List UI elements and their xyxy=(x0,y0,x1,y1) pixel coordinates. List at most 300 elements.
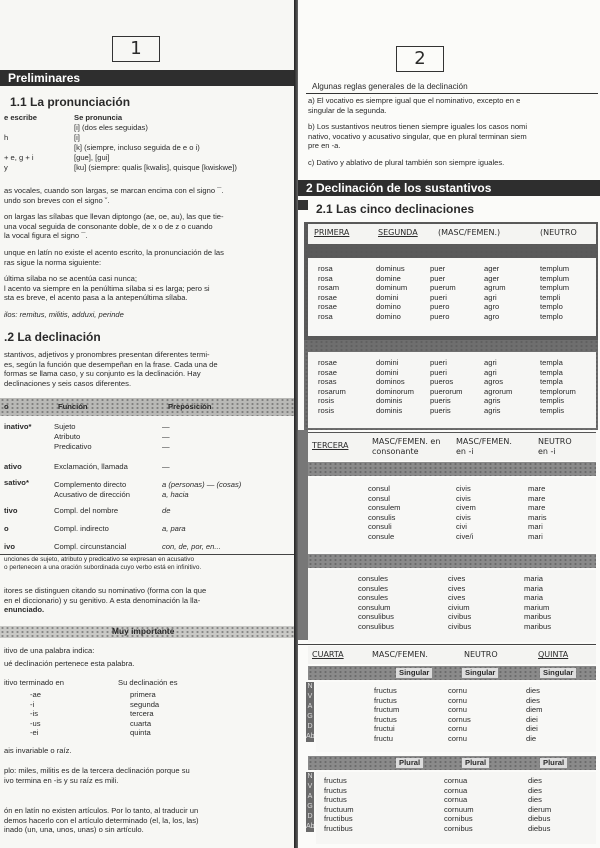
form: templi xyxy=(540,292,561,302)
form: templum xyxy=(540,264,570,273)
form: domine xyxy=(376,273,401,283)
form: dies xyxy=(528,785,542,795)
form: domino xyxy=(376,302,401,312)
form: cornua xyxy=(444,776,468,785)
second-sing-col-c xyxy=(484,264,506,322)
pron-spoken: [i] xyxy=(74,133,80,142)
para-vowels xyxy=(4,186,223,205)
case-letter: V xyxy=(307,693,313,700)
case-preposition: a, para xyxy=(162,524,186,533)
form: cornu xyxy=(448,686,467,695)
second-sing-col-a xyxy=(376,264,407,322)
form: domini xyxy=(376,292,399,302)
form: diei xyxy=(526,714,538,724)
plural-label: Plural xyxy=(396,758,423,768)
form: dominorum xyxy=(376,386,414,396)
text-line: declinaciones y seis casos diferentes. xyxy=(4,378,132,388)
decl-head: MASC/FEMEN. en -i xyxy=(456,437,512,456)
third-plur-col-b xyxy=(448,574,471,632)
form: templum xyxy=(540,273,570,283)
bullet-square xyxy=(298,200,308,210)
form: dominis xyxy=(376,405,403,415)
block-1-plural xyxy=(308,352,596,428)
decl-number: segunda xyxy=(130,699,160,709)
form: rosas xyxy=(318,377,337,387)
text-line: la vocal figura el signo ¯. xyxy=(4,231,88,241)
plural-label: Plural xyxy=(462,758,489,768)
form: templa xyxy=(540,367,563,377)
decl-head: MASC/FEMEN. en consonante xyxy=(372,437,441,456)
form: civis xyxy=(456,512,471,522)
page-number-box: 1 xyxy=(112,36,160,62)
form: fructuum xyxy=(324,804,354,814)
form: fructus xyxy=(324,795,347,805)
pron-header-spoken: Se pronuncia xyxy=(74,113,123,122)
plural-label: Plural xyxy=(540,758,567,768)
form: templum xyxy=(540,283,570,293)
decl-number-list xyxy=(130,690,159,738)
decl-head: PRIMERA xyxy=(314,228,350,237)
singular-label: Singular xyxy=(540,668,576,678)
form: rosae xyxy=(318,302,337,312)
decl-head: QUINTA xyxy=(538,650,569,659)
form: agris xyxy=(484,396,501,406)
section-title: 2 Declinación de los sustantivos xyxy=(298,180,600,196)
case-name: ativo xyxy=(4,462,22,471)
fourth-sing-col-a xyxy=(374,686,399,744)
decl-number: tercera xyxy=(130,709,154,719)
case-letter: A xyxy=(307,793,313,800)
form: templis xyxy=(540,405,565,415)
text-line: inado (un, una, unos, unas) o sin artículo. xyxy=(4,825,144,835)
form: consules xyxy=(358,593,388,603)
form: dies xyxy=(526,695,540,705)
important-bar xyxy=(0,626,294,638)
decl-ending: -us xyxy=(30,718,41,728)
form: dierum xyxy=(528,804,552,814)
form: cornuum xyxy=(444,804,474,814)
form: agros xyxy=(484,377,503,387)
text-line: a) El vocativo es siempre igual que el nominativo, excepto en e xyxy=(308,96,521,105)
decl-head: TERCERA xyxy=(312,441,349,450)
text-line: l acento va siempre en la penúltima sílaba si es larga; pero si xyxy=(4,283,210,293)
form: diebus xyxy=(528,814,551,824)
form: rosam xyxy=(318,283,340,293)
case-letter: Ab xyxy=(306,733,315,740)
case-letter: N xyxy=(307,683,313,690)
form: diem xyxy=(526,705,543,715)
important-title: Muy importante xyxy=(112,626,175,636)
invariable-line: ais invariable o raíz. xyxy=(4,746,72,755)
decl-ending-list xyxy=(30,690,41,738)
singular-label: Singular xyxy=(462,668,498,678)
first-plur-col xyxy=(318,358,346,416)
text-line: ivo termina en -is y su raíz es mili. xyxy=(4,775,119,785)
fourth-plur-col-a xyxy=(324,776,354,834)
case-letter: V xyxy=(307,783,313,790)
pron-header-written: e escribe xyxy=(4,113,37,122)
case-preposition: — xyxy=(162,442,170,451)
form: dominis xyxy=(376,396,403,406)
second-plur-col-c xyxy=(484,358,512,416)
decl-ending: -ae xyxy=(30,690,41,699)
form: agrorum xyxy=(484,386,513,396)
form: fructu xyxy=(374,733,393,743)
form: pueri xyxy=(430,367,447,377)
form: cornua xyxy=(444,795,468,805)
right-page xyxy=(298,0,600,848)
form: fructus xyxy=(324,776,347,785)
text-line: sta es breve, el acento pasa a la antepenúltima sílaba. xyxy=(4,293,188,303)
text-line: undo son breves con el signo ˘. xyxy=(4,195,110,205)
para-example xyxy=(4,766,190,785)
form: civi xyxy=(456,522,467,532)
form: ager xyxy=(484,273,500,283)
form: consulum xyxy=(358,602,391,612)
decl-head: SEGUNDA xyxy=(378,228,418,237)
para-names xyxy=(4,586,206,615)
form: cive/i xyxy=(456,531,474,541)
decl-head: NEUTRO en -i xyxy=(538,437,572,456)
text-line: última sílaba no se acentúa casi nunca; xyxy=(4,274,137,283)
text-line: itivo de una palabra indica: xyxy=(4,646,95,655)
form: cornus xyxy=(448,714,471,724)
form: agri xyxy=(484,358,497,367)
form: marium xyxy=(524,602,550,612)
case-name: sativo* xyxy=(4,478,29,487)
form: cornu xyxy=(448,705,467,715)
case-name: tivo xyxy=(4,506,18,515)
case-letter: A xyxy=(307,703,313,710)
pron-table xyxy=(4,123,237,173)
para-accent xyxy=(4,248,224,267)
form: diebus xyxy=(528,823,551,833)
form: cornibus xyxy=(444,823,473,833)
form: pueri xyxy=(430,358,447,367)
form: puer xyxy=(430,273,446,283)
text-line: nativo, vocativo y acusativo singular, que en plural terminan siem xyxy=(308,131,527,141)
text-line: ué declinación pertenece esta palabra. xyxy=(4,658,135,668)
decl-table-header-right: Su declinación es xyxy=(118,678,178,687)
case-letter: G xyxy=(307,713,313,720)
form: puero xyxy=(430,302,450,312)
form: pueris xyxy=(430,396,451,406)
para-rules xyxy=(4,274,210,303)
second-sing-col-b xyxy=(430,264,456,322)
subsection-title: .2 La declinación xyxy=(4,330,101,344)
block-3-head-row xyxy=(308,646,596,664)
decl-head: (MASC/FEMEN.) xyxy=(438,228,501,237)
case-preposition: — xyxy=(162,432,170,441)
form: consulis xyxy=(368,512,396,522)
third-plur-col-a xyxy=(358,574,394,632)
third-sing-col-a xyxy=(368,484,401,542)
form: cornu xyxy=(448,724,467,734)
form: maria xyxy=(524,593,543,603)
text-line: pre en -a. xyxy=(308,141,341,151)
form: agro xyxy=(484,311,500,321)
subsection-title: 2.1 Las cinco declinaciones xyxy=(316,202,475,216)
form: dominum xyxy=(376,283,408,293)
form: maria xyxy=(524,583,543,593)
decl-table-header-left: itivo terminado en xyxy=(4,678,64,687)
form: cives xyxy=(448,574,466,583)
form: civibus xyxy=(448,621,472,631)
form: cornibus xyxy=(444,814,473,824)
form: agri xyxy=(484,292,497,302)
form: agrum xyxy=(484,283,506,293)
text-line: singular de la segunda. xyxy=(308,105,387,115)
decl-number: cuarta xyxy=(130,718,152,728)
case-preposition: a (personas) — (cosas) xyxy=(162,480,242,489)
case-sidebar-labels xyxy=(306,682,314,752)
neuter-plur-col xyxy=(540,358,576,416)
para-syllables xyxy=(4,212,224,241)
form: agri xyxy=(484,367,497,377)
form: templa xyxy=(540,358,563,367)
header-cell: o xyxy=(4,402,9,411)
case-preposition: — xyxy=(162,422,170,431)
form: consulibus xyxy=(358,612,394,622)
second-plur-col-a xyxy=(376,358,414,416)
decl-head: CUARTA xyxy=(312,650,344,659)
header-cell: Función xyxy=(58,402,88,411)
form: fructus xyxy=(374,695,397,705)
form: consul xyxy=(368,493,390,503)
singular-band xyxy=(308,666,596,680)
para-articles xyxy=(4,806,199,835)
text-line: en el diccionario) y su genitivo. A esta denominación la lla- xyxy=(4,595,201,605)
form: rosa xyxy=(318,264,333,273)
form: fructui xyxy=(374,724,395,734)
case-letter: D xyxy=(307,813,313,820)
form: civis xyxy=(456,493,471,503)
form: rosae xyxy=(318,367,337,377)
form: pueri xyxy=(430,292,447,302)
decl-number: primera xyxy=(130,690,156,699)
form: rosa xyxy=(318,311,333,321)
case-name: ivo xyxy=(4,542,15,551)
text-line: es, según la función que desempeñan en la frase. Cada una de xyxy=(4,359,218,369)
plural-band xyxy=(308,554,596,568)
form: consul xyxy=(368,484,390,493)
form: dies xyxy=(528,795,542,805)
case-table-footnote xyxy=(4,556,201,572)
form: mari xyxy=(528,531,543,541)
text-line: as vocales, cuando son largas, se marcan encima con el signo ¯. xyxy=(4,186,224,195)
decl-head: (NEUTRO xyxy=(540,228,577,237)
decl-ending: -ei xyxy=(30,728,39,738)
pron-spoken: [k] (siempre, incluso seguida de e o i) xyxy=(74,143,200,152)
pron-written: + e, g + i xyxy=(4,153,34,162)
form: rosis xyxy=(318,396,335,406)
form: dominus xyxy=(376,264,405,273)
text-line: plo: miles, militis es de la tercera declinación porque su xyxy=(4,766,190,775)
case-function: Acusativo de dirección xyxy=(54,490,130,499)
plural-band xyxy=(308,756,596,770)
form: templa xyxy=(540,377,563,387)
form: rosis xyxy=(318,405,335,415)
decl-number: quinta xyxy=(130,728,151,738)
form: fructibus xyxy=(324,823,353,833)
case-function: Sujeto xyxy=(54,422,76,431)
form: rosarum xyxy=(318,386,346,396)
rule-b xyxy=(308,122,527,151)
text-line: demos hacerlo con el artículo determinado (el, la, los, las) xyxy=(4,815,199,825)
block-2-plural xyxy=(308,570,596,642)
form: dies xyxy=(528,776,542,785)
neuter-sing-col xyxy=(540,264,569,322)
form: diei xyxy=(526,724,538,734)
form: fructum xyxy=(374,705,400,715)
divider xyxy=(298,644,596,645)
form: agris xyxy=(484,405,501,415)
singular-band xyxy=(308,462,596,476)
form: rosae xyxy=(318,358,337,367)
case-preposition: de xyxy=(162,506,171,515)
case-letter: N xyxy=(307,773,313,780)
fourth-plur-col-b xyxy=(444,776,474,834)
block-2-singular xyxy=(308,478,596,552)
case-function: Compl. indirecto xyxy=(54,524,109,533)
case-function: Compl. del nombre xyxy=(54,506,119,515)
form: domino xyxy=(376,311,401,321)
form: cornua xyxy=(444,785,468,795)
case-function: Complemento directo xyxy=(54,480,127,489)
third-sing-col-c xyxy=(528,484,547,542)
text-line: unque en latín no existe el acento escrito, la pronunciación de las xyxy=(4,248,224,257)
form: maribus xyxy=(524,612,552,622)
form: puero xyxy=(430,311,450,321)
rule-a xyxy=(308,96,520,115)
case-preposition: con, de, por, en... xyxy=(162,542,221,551)
form: mare xyxy=(528,493,546,503)
form: cives xyxy=(448,593,466,603)
decl-head: NEUTRO xyxy=(464,650,498,659)
pron-spoken: [gue], [gui] xyxy=(74,153,110,162)
form: maris xyxy=(528,512,547,522)
form: domini xyxy=(376,367,399,377)
block-3-singular xyxy=(316,682,596,752)
subsection-title: 1.1 La pronunciación xyxy=(10,95,131,109)
form: pueris xyxy=(430,405,451,415)
third-sing-col-b xyxy=(456,484,476,542)
form: templo xyxy=(540,311,563,321)
case-sidebar xyxy=(298,430,308,640)
form: fructus xyxy=(324,785,347,795)
second-plur-col-b xyxy=(430,358,463,416)
form: mari xyxy=(528,522,543,532)
form: templorum xyxy=(540,386,576,396)
text-line: b) Los sustantivos neutros tienen siempre iguales los casos nomi xyxy=(308,122,528,131)
form: civibus xyxy=(448,612,472,622)
block-3-plural xyxy=(316,772,596,844)
form: mare xyxy=(528,503,546,513)
form: domini xyxy=(376,358,399,367)
form: consules xyxy=(358,583,388,593)
left-page xyxy=(0,0,298,848)
case-function: Exclamación, llamada xyxy=(54,462,128,471)
decl-head: MASC/FEMEN. xyxy=(372,650,428,659)
form: rosa xyxy=(318,273,333,283)
important-text xyxy=(4,646,134,668)
text-line: ras sigue la norma siguiente: xyxy=(4,257,102,267)
form: civem xyxy=(456,503,476,513)
form: templis xyxy=(540,396,565,406)
case-preposition: — xyxy=(162,462,170,471)
form: civium xyxy=(448,602,470,612)
para-declension xyxy=(4,350,218,388)
fifth-plur-col xyxy=(528,776,551,834)
case-function: Predicativo xyxy=(54,442,92,451)
text-line: itores se distinguen citando su nominativo (forma con la que xyxy=(4,586,207,595)
form: puerorum xyxy=(430,386,463,396)
text-line: una vocal seguida de consonante doble, de x o de z o cuando xyxy=(4,221,213,231)
form: dominos xyxy=(376,377,405,387)
form: consulibus xyxy=(358,621,394,631)
case-name: o xyxy=(4,524,9,533)
text-line: stantivos, adjetivos y pronombres presentan diferentes termi- xyxy=(4,350,210,359)
form: cornu xyxy=(448,695,467,705)
form: consule xyxy=(368,531,395,541)
divider xyxy=(306,93,598,94)
form: die xyxy=(526,733,537,743)
case-name: inativo* xyxy=(4,422,32,431)
pron-written: h xyxy=(4,133,9,142)
form: puerum xyxy=(430,283,456,293)
case-sidebar-labels xyxy=(306,772,314,842)
text-line: ón en latín no existen artículos. Por lo tanto, al traducir un xyxy=(4,806,199,815)
form: cives xyxy=(448,583,466,593)
decl-ending: -i xyxy=(30,699,35,709)
form: consulem xyxy=(368,503,401,513)
pron-written: y xyxy=(4,163,8,172)
form: rosae xyxy=(318,292,337,302)
block-2-head-row xyxy=(308,432,596,461)
form: civis xyxy=(456,484,471,493)
fifth-sing-col xyxy=(526,686,542,744)
form: templo xyxy=(540,302,563,312)
form: dies xyxy=(526,686,540,695)
text-line: o pertenecen a una oración subordinada cuyo verbo está en infinitivo. xyxy=(4,564,202,571)
form: ager xyxy=(484,264,500,273)
examples-line: ilos: remitus, militis, adduxi, perinde xyxy=(4,310,124,319)
page-number-box: 2 xyxy=(396,46,444,72)
form: fructus xyxy=(374,714,397,724)
fourth-sing-col-b xyxy=(448,686,471,744)
text-line: formas se llama caso, y su conjunto es la declinación. Hay xyxy=(4,369,201,379)
form: pueros xyxy=(430,377,454,387)
block-1-singular xyxy=(308,258,596,336)
singular-label: Singular xyxy=(396,668,432,678)
text-line: unciones de sujeto, atributo y predicativo se expresan en acusativo xyxy=(4,556,195,563)
third-plur-col-c xyxy=(524,574,551,632)
text-line: enunciado. xyxy=(4,605,45,615)
form: puer xyxy=(430,264,446,273)
case-function: Atributo xyxy=(54,432,81,441)
case-table-header xyxy=(0,398,294,416)
form: agro xyxy=(484,302,500,312)
form: maribus xyxy=(524,621,552,631)
rules-title: Algunas reglas generales de la declinación xyxy=(312,82,468,91)
block-1-head-row xyxy=(308,224,596,244)
section-title: Preliminares xyxy=(0,70,298,86)
header-cell: Preposición xyxy=(168,402,212,411)
form: mare xyxy=(528,484,546,493)
case-preposition: a, hacia xyxy=(162,490,189,499)
case-letter: Ab xyxy=(306,823,315,830)
form: maria xyxy=(524,574,543,583)
